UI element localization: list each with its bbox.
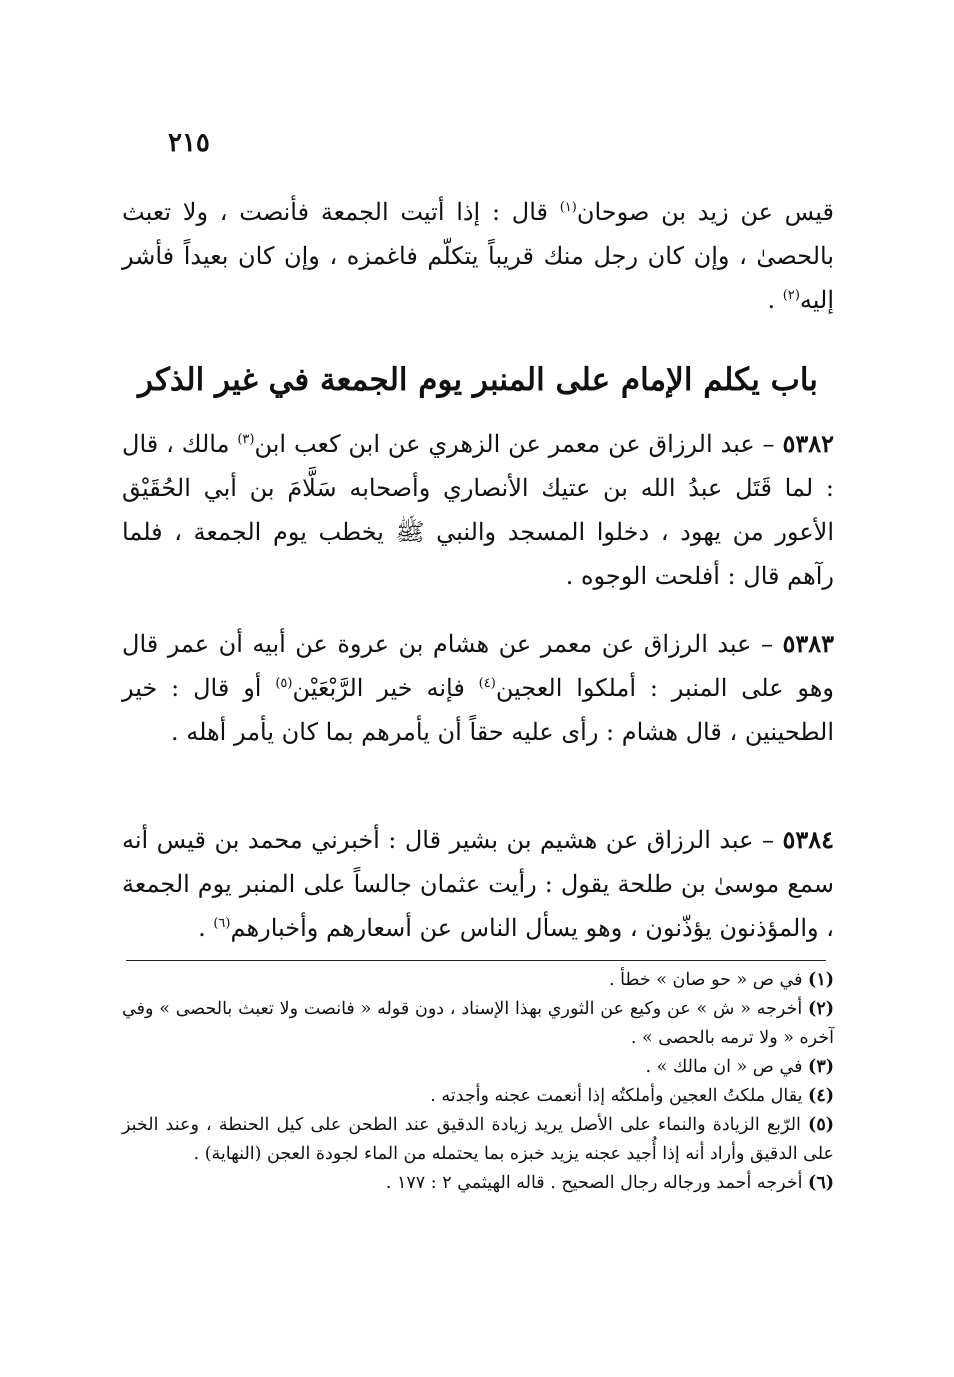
intro-paragraph (122, 190, 834, 322)
page-number: ٢١٥ (168, 128, 210, 158)
hadith-text: أو قال : خير الطحينين ، قال هشام : رأى عليه حقاً أن يأمرهم بما كان يأمر أهله . (122, 674, 834, 746)
hadith-5382-block (122, 422, 834, 598)
footnote-item (122, 966, 834, 995)
hadith-text: – عبد الرزاق عن هشيم بن بشير قال : أخبرني محمد بن قيس أنه سمع موسىٰ بن طلحة يقول : رأيت عثمان جالساً على المنبر يوم الجمعة ، والمؤذنون يؤذّنون ، وهو يسأل الناس عن أسعارهم وأخبارهم (122, 826, 834, 942)
footnotes (122, 966, 834, 1198)
hadith-number: ٥٣٨٢ (782, 429, 835, 458)
footnote-item (122, 1053, 834, 1082)
chapter-title: باب يكلم الإمام على المنبر يوم الجمعة في غير الذكر (138, 362, 818, 398)
hadith-text: – عبد الرزاق عن معمر عن الزهري عن ابن كعب ابن (254, 430, 783, 458)
footnote-text: في ص « حو صان » خطأ . (609, 970, 809, 990)
hadith-text: – عبد الرزاق عن معمر عن هشام بن عروة عن أبيه أن عمر قال وهو على المنبر : أملكوا العجين (122, 630, 835, 702)
hadith-5384-block (122, 818, 834, 950)
footnote-text: يقال ملكتُ العجين وأملكتُه إذا أنعمت عجنه وأجدته . (430, 1086, 809, 1106)
hadith-number: ٥٣٨٣ (782, 629, 834, 658)
intro-paragraph-block (122, 190, 834, 322)
footnote-ref: (٢) (782, 288, 800, 303)
footnote-text: أخرجه أحمد ورجاله رجال الصحيح . قاله الهيثمي ٢ : ١٧٧ . (385, 1173, 809, 1193)
hadith-text: . (198, 914, 214, 942)
footnote-ref: (٦) (213, 916, 231, 931)
footnote-item (122, 1082, 834, 1111)
footnote-number: (١) (808, 970, 834, 990)
footnote-divider (126, 960, 826, 961)
hadith-text: مالك ، قال : لما قَتَل عبدُ الله بن عتيك الأنصاري وأصحابه سَلَّامَ بن أبي الحُقَيْق الأعور من يهود ، دخلوا المسجد والنبي ﷺ يخطب يوم الجمعة ، فلما رآهم قال : أفلحت الوجوه . (122, 430, 834, 590)
footnote-ref: (١) (559, 200, 577, 215)
hadith-paragraph (122, 422, 834, 598)
hadith-number: ٥٣٨٤ (782, 825, 834, 854)
footnote-item (122, 1111, 834, 1169)
footnote-text: الرّبع الزيادة والنماء على الأصل يريد زيادة الدقيق عند الطحن على كيل الحنطة ، وعند الخبز على الدقيق وأراد أنه إذا أُجيد عجنه يزيد خبزه بما يحتمله من الماء لجودة العجن (النهاية) . (122, 1115, 834, 1164)
intro-text-part: قال : إذا أتيت الجمعة فأنصت ، ولا تعبث بالحصىٰ ، وإن كان رجل منك قريباً يتكلّم فاغمزه ، وإن كان بعيداً فأشر إليه (122, 198, 834, 314)
footnote-ref: (٤) (478, 676, 496, 691)
footnote-text: في ص « ان مالك » . (645, 1057, 809, 1077)
footnote-number: (٢) (808, 999, 834, 1019)
footnote-item (122, 1169, 834, 1198)
intro-text-part: . (767, 286, 783, 314)
footnote-ref: (٥) (275, 676, 293, 691)
footnote-item (122, 995, 834, 1053)
hadith-5383-block (122, 622, 834, 754)
footnote-number: (٤) (808, 1086, 834, 1106)
hadith-paragraph (122, 622, 834, 754)
footnote-text: أخرجه « ش » عن وكيع عن الثوري بهذا الإسناد ، دون قوله « فانصت ولا تعبث بالحصى » وفي آخره « ولا ترمه بالحصى » . (122, 999, 834, 1048)
intro-text-part: قيس عن زيد بن صوحان (576, 198, 834, 226)
footnote-number: (٣) (808, 1057, 834, 1077)
hadith-text: فإنه خير الرَّبْعَيْن (292, 674, 479, 702)
footnote-ref: (٣) (237, 432, 255, 447)
hadith-paragraph (122, 818, 834, 950)
footnote-number: (٥) (808, 1115, 834, 1135)
footnote-number: (٦) (808, 1173, 834, 1193)
